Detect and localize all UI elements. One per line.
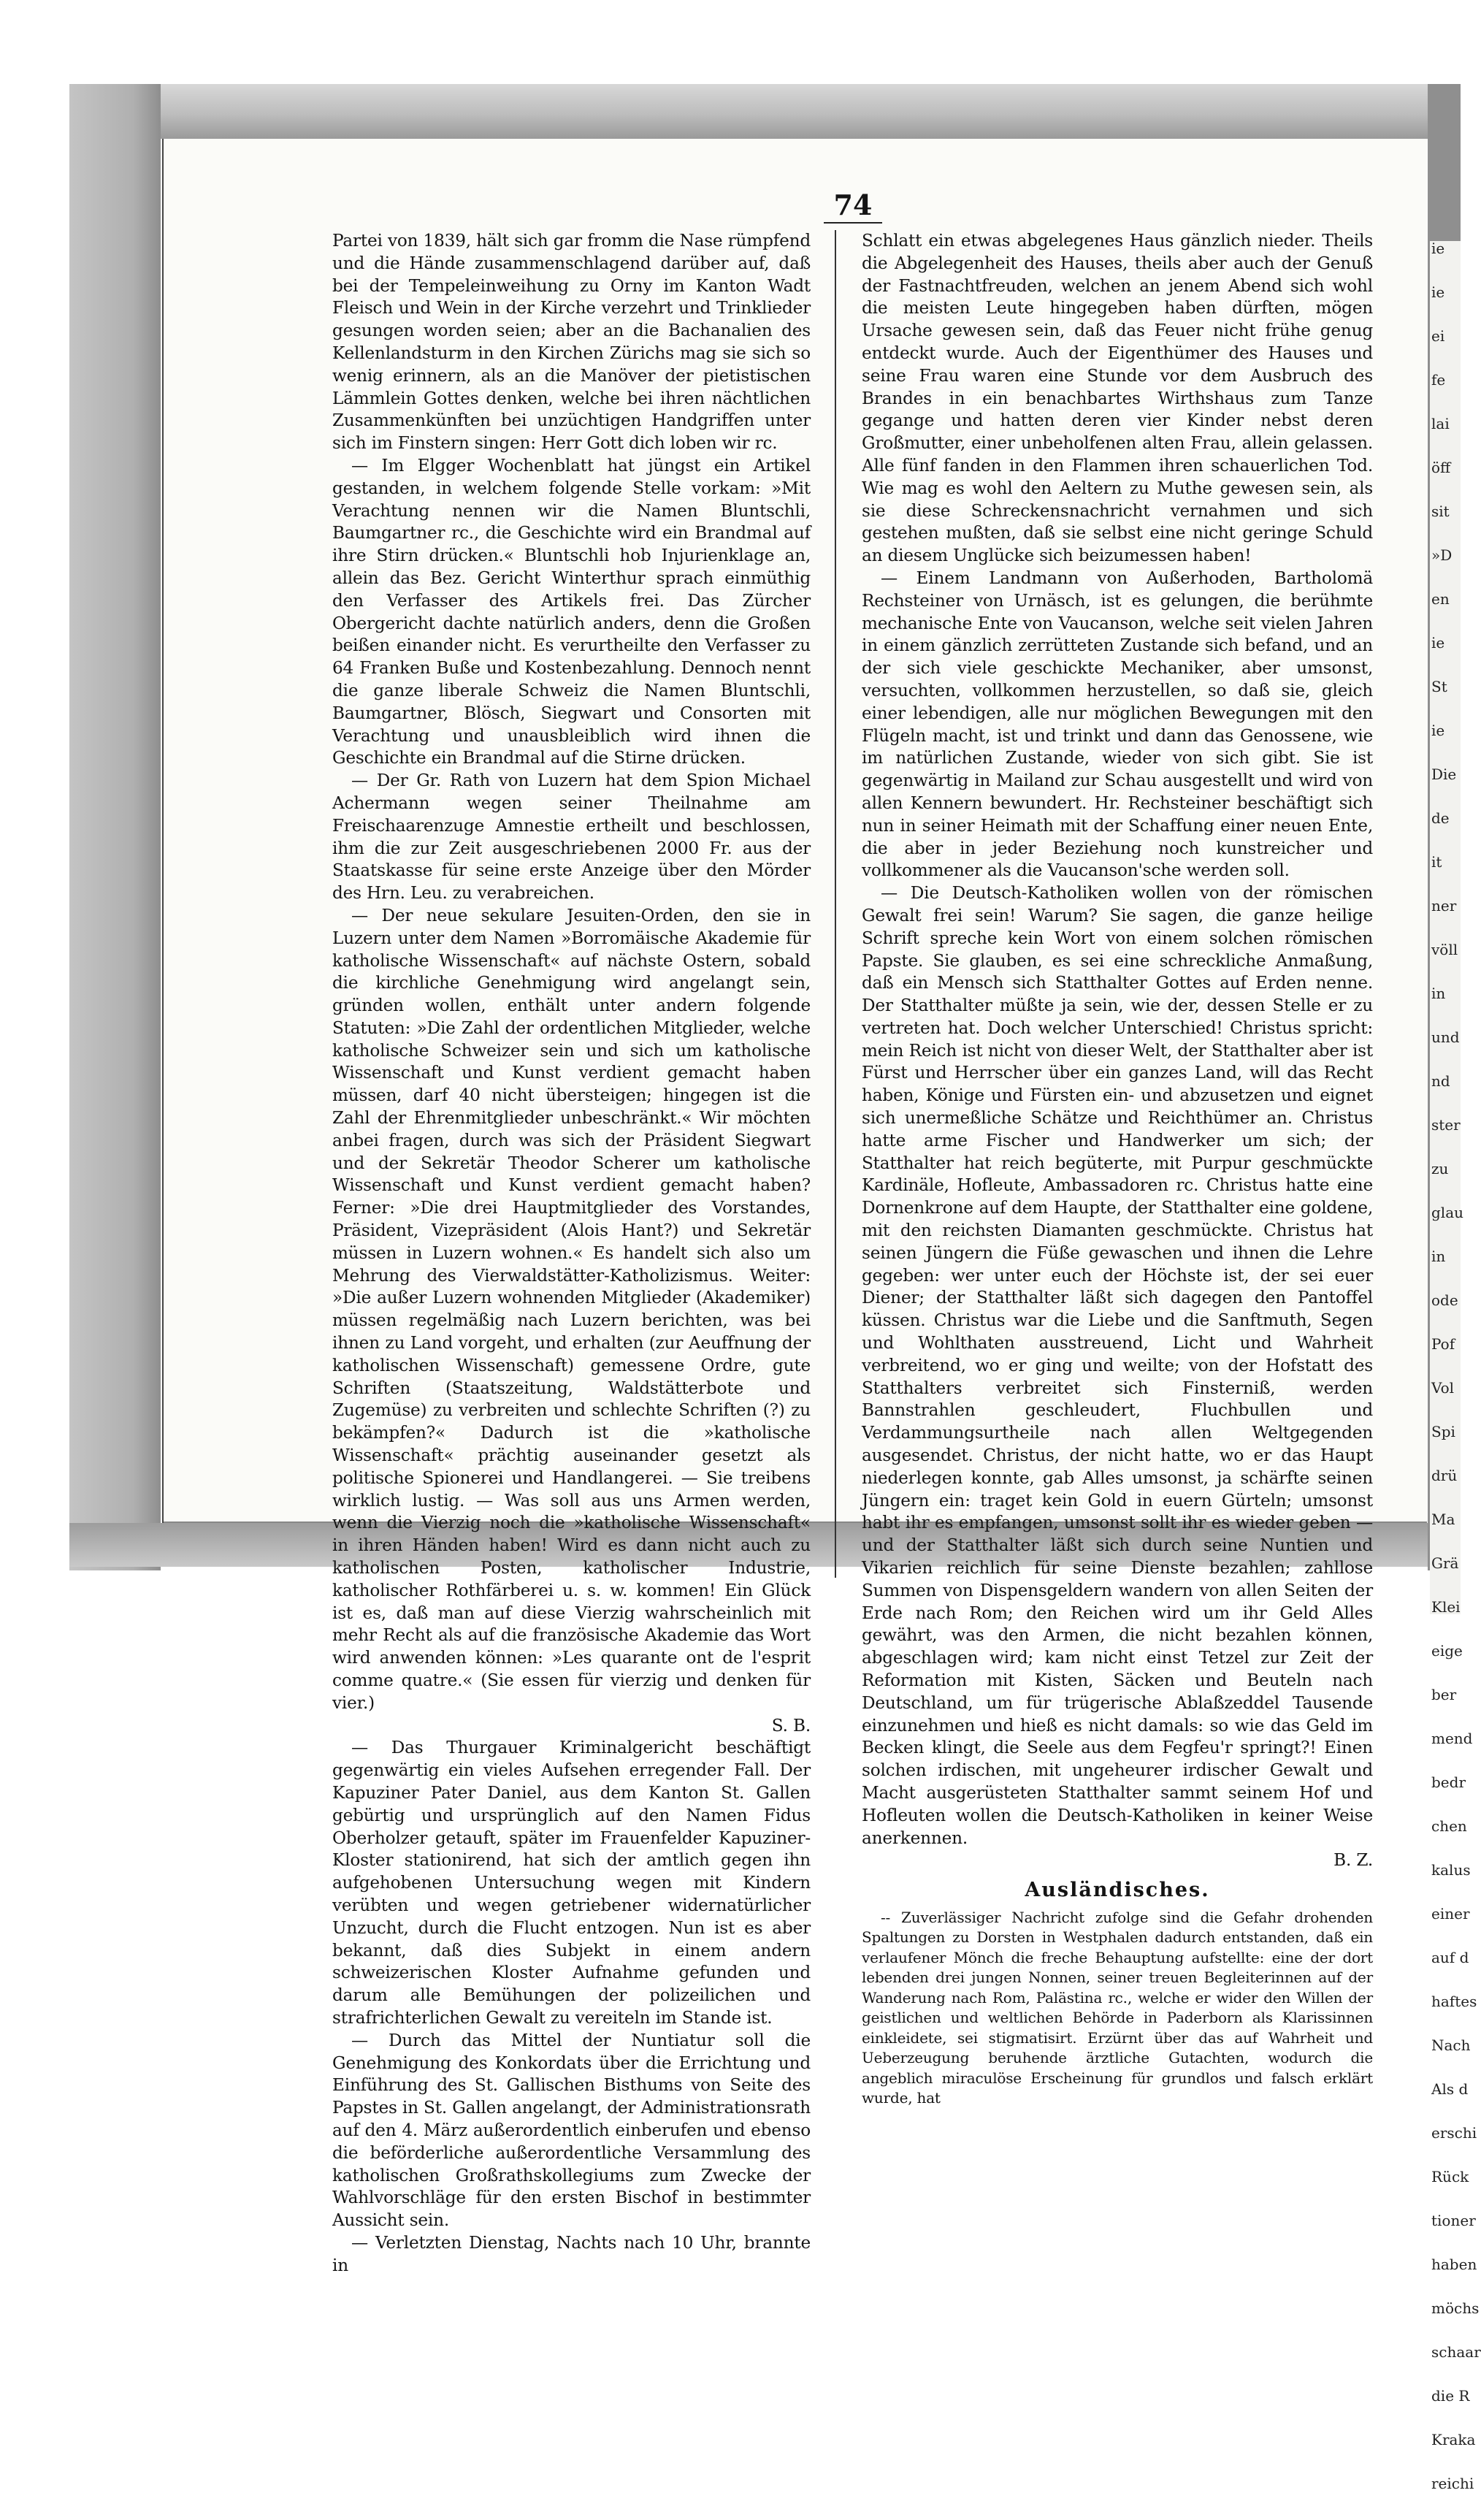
adjacent-page-fragment: sit (1431, 503, 1450, 520)
scan-border-top (69, 84, 1461, 139)
adjacent-page-fragment: schaar (1431, 2343, 1481, 2361)
adjacent-page-fragment: einer (1431, 1905, 1470, 1923)
adjacent-page-fragment: mend (1431, 1730, 1473, 1747)
adjacent-page-fragment: chen (1431, 1817, 1467, 1835)
foreign-news-paragraph: -- Zuverlässiger Nachricht zufolge sind die Gefahr drohenden Spaltungen zu Dorsten in Westphalen dadurch entstanden, daß ein verlaufener Mönch die freche Behauptung aufstellte: eine der dort lebenden drei jungen Nonnen, seiner treuen Begleiterinnen auf der Wanderung nach Rom, Palästina rc., welche er wider den Willen der geistlichen und weltlichen Behörde in Paderborn als Klarissinnen einkleidete, sei stigmatisirt. Erzürnt über das auf Wahrheit und Ueberzeugung beruhende ärztliche Gutachten, wodurch die angeblich miraculöse Erscheinung für grundlos und falsch erklärt wurde, hat (862, 1908, 1373, 2107)
article-paragraph: — Durch das Mittel der Nuntiatur soll die Genehmigung des Konkordats über die Errichtung und Einführung des St. Gallischen Bisthums von Seite des Papstes in St. Gallen angelangt, der Administrationsrath auf den 4. März außerordentlich einberufen und ebenso die beförderliche außerordentliche Versammlung des katholischen Großrathskollegiums zum Zwecke der Wahlvorschläge für den ersten Bischof in bestimmter Aussicht sein. (332, 2030, 811, 2231)
adjacent-page-fragment: Rück (1431, 2168, 1469, 2185)
adjacent-page-fragment: ie (1431, 722, 1445, 739)
article-paragraph: — Im Elgger Wochenblatt hat jüngst ein Artikel gestanden, in welchem folgende Stelle vorkam: »Mit Verachtung nennen wir die Namen Bluntschli, Baumgartner rc., die Geschichte wird ein Brandmal auf ihre Stirn drücken.« Bluntschli hob Injurienklage an, allein das Bez. Gericht Winterthur sprach einmüthig den Verfasser des Artikels frei. Das Zürcher Obergericht dachte natürlich anders, denn die Großen beißen einander nicht. Es verurtheilte den Verfasser zu 64 Franken Buße und Kostenbezahlung. Dennoch nennt die ganze liberale Schweiz die Namen Bluntschli, Baumgartner, Blösch, Siegwart und Consorten mit Verachtung und unausbleiblich wird ihnen die Geschichte ein Brandmal auf die Stirne drücken. (332, 455, 811, 768)
adjacent-page-fragment: fe (1431, 371, 1446, 389)
adjacent-page-fragment: Vol (1431, 1379, 1455, 1397)
adjacent-page-fragment: möchs (1431, 2299, 1480, 2317)
adjacent-page-fragment: Pof (1431, 1335, 1455, 1353)
adjacent-page-fragment: die R (1431, 2387, 1470, 2405)
adjacent-page-fragment: ei (1431, 327, 1445, 345)
adjacent-page-fragment: in (1431, 1248, 1446, 1265)
adjacent-page-fragment: ner (1431, 897, 1457, 915)
adjacent-page-fragment: Grä (1431, 1554, 1459, 1572)
adjacent-page-fragment: ster (1431, 1116, 1461, 1134)
adjacent-page-fragment: »D (1431, 546, 1453, 564)
adjacent-page-fragment: Spi (1431, 1423, 1455, 1440)
adjacent-page-fragment: zu (1431, 1160, 1449, 1177)
article-paragraph: — Der Gr. Rath von Luzern hat dem Spion Michael Achermann wegen seiner Theilnahme am Freischaarenzuge Amnestie ertheilt und beschlossen, ihm die zur Zeit ausgeschriebenen 2000 Fr. aus der Staatskasse für seine erste Anzeige über den Mörder des Hrn. Leu. zu verabreichen. (332, 771, 811, 904)
adjacent-page-fragment: völl (1431, 941, 1458, 958)
adjacent-page-fragment: drü (1431, 1467, 1458, 1484)
adjacent-page-fragment: in (1431, 985, 1446, 1002)
adjacent-page-fragment: ode (1431, 1291, 1458, 1309)
adjacent-page-fragment: reichi (1431, 2475, 1474, 2492)
adjacent-page-fragment: haben (1431, 2256, 1477, 2273)
middle-column (862, 230, 1373, 2107)
adjacent-page-fragment: en (1431, 590, 1450, 608)
adjacent-page-fragment: Als d (1431, 2080, 1469, 2098)
article-paragraph: — Das Thurgauer Kriminalgericht beschäftigt gegenwärtig ein vieles Aufsehen erregender Fall. Der Kapuziner Pater Daniel, aus dem Kanton St. Gallen gebürtig und ursprünglich auf den Namen Fidus Oberholzer getauft, später im Frauenfelder Kapuziner-Kloster stationirend, hat sich der amtlich gegen ihn aufgehobenen Untersuchung wegen mit Kindern verübten und wegen getriebener widernatürlicher Unzucht, durch die Flucht entzogen. Nun ist es aber bekannt, daß dies Subjekt in einem andern schweizerischen Kloster Aufnahme gefunden und darum alle Bemühungen der polizeilichen und strafrichterlichen Gewalt zu vereiteln im Stande ist. (332, 1738, 811, 2028)
column-divider (835, 230, 836, 1578)
left-column (332, 230, 811, 2275)
adjacent-page-strip (1430, 240, 1481, 2492)
adjacent-page-fragment: glau (1431, 1204, 1464, 1221)
article-paragraph: — Die Deutsch-Katholiken wollen von der römischen Gewalt frei sein! Warum? Sie sagen, die ganze heilige Schrift spreche kein Wort von einem solchen römischen Papste. Sie glauben, es sei eine schreckliche Anmaßung, daß ein Mensch sich Statthalter Gottes auf Erden nenne. Der Statthalter müßte ja sein, wie der, dessen Stelle er zu vertreten hat. Doch welcher Unterschied! Christus spricht: mein Reich ist nicht von dieser Welt, der Statthalter aber ist Fürst und Herrscher über ein ganzes Land, will das Recht haben, Könige und Fürsten ein- und abzusetzen und eignet sich unermeßliche Schätze und Reichthümer an. Christus hatte arme Fischer und Handwerker um sich; der Statthalter hat reich begüterte, mit Purpur geschmückte Kardinäle, Hofleute, Ambassadoren rc. Christus hatte eine Dornenkrone auf dem Haupte, der Statthalter eine goldene, mit den reichsten Diamanten geschmückte. Christus hat seinen Jüngern die Füße gewaschen und ihnen die Lehre gegeben: wer unter euch der Höchste ist, der sei euer Diener; der Statthalter läßt sich dagegen den Pantoffel küssen. Christus war die Liebe und die Sanftmuth, Segen und Wohlthaten ausstreuend, Licht und Wahrheit verbreitend, wo er ging und weilte; von der Hofstatt des Statthalters verbreitet sich Finsterniß, werden Bannstrahlen geschleudert, Fluchbullen und Verdammungsurtheile nach allen Weltgegenden ausgesendet. Christus, der nicht hatte, wo er das Haupt niederlegen konnte, gab Alles umsonst, ja schärfte seinen Jüngern ein: traget kein Gold in euern Gürteln; umsonst habt ihr es empfangen, umsonst sollt ihr es wieder geben — und der Statthalter läßt sich durch seine Nuntien und Vikarien reichlich für seine Dienste bezahlen; zahllose Summen von Dispensgeldern wandern von allen Seiten der Erde nach Rom; den Reichen wird um ihr Geld Alles gewährt, was den Armen, die nicht bezahlen können, abgeschlagen wird; kam nicht einst Tetzel zur Zeit der Reformation mit Kisten, Säcken und Beuteln nach Deutschland, um für trügerische Ablaßzeddel Tausende einzunehmen und hieß es nicht damals: so wie das Geld im Becken klingt, die Seele aus dem Fegfeu'r springt?! Einen solchen irdischen, mit ungeheurer irdischer Gewalt und Macht ausgerüsteten Statthalter sammt seinem Hof und Hofleuten wollen die Deutsch-Katholiken in keiner Weise anerkennen. (862, 883, 1373, 1848)
adjacent-page-fragment: de (1431, 809, 1450, 827)
adjacent-page-fragment: kalus (1431, 1861, 1471, 1879)
adjacent-page-fragment: erschi (1431, 2124, 1477, 2142)
adjacent-page-fragment: ber (1431, 1686, 1457, 1703)
article-signoff: B. Z. (1333, 1850, 1373, 1871)
adjacent-page-fragment: it (1431, 853, 1442, 871)
adjacent-page-fragment: eige (1431, 1642, 1463, 1660)
adjacent-page-fragment: Ma (1431, 1511, 1455, 1528)
adjacent-page-fragment: öff (1431, 459, 1451, 476)
adjacent-page-fragment: ie (1431, 240, 1445, 257)
adjacent-page-fragment: und (1431, 1028, 1460, 1046)
adjacent-page-fragment: Kraka (1431, 2431, 1476, 2448)
adjacent-page-fragment: tioner (1431, 2212, 1476, 2229)
adjacent-page-fragment: ie (1431, 634, 1445, 652)
adjacent-page-fragment: auf d (1431, 1949, 1469, 1966)
article-paragraph: — Verletzten Dienstag, Nachts nach 10 Uhr, brannte in (332, 2232, 811, 2275)
adjacent-page-fragment: lai (1431, 415, 1450, 432)
adjacent-page-fragment: Nach (1431, 2036, 1471, 2054)
adjacent-page-fragment: haftes (1431, 1993, 1477, 2010)
page-number: 74 (824, 188, 882, 224)
article-paragraph: Partei von 1839, hält sich gar fromm die Nase rümpfend und die Hände zusammenschlagend darüber auf, daß bei der Tempeleinweihung zu Orny im Kanton Wadt Fleisch und Wein in der Kirche verzehrt und Trinklieder gesungen worden seien; aber an die Bachanalien des Kellenlandsturm in den Kirchen Zürichs mag sie sich so wenig erinnern, als an die Manöver der pietistischen Lämmlein Gottes denken, welche bei ihren nächtlichen Zusammenkünften bei unzüchtigen Handgriffen unter sich im Finstern singen: Herr Gott dich loben wir rc. (332, 231, 811, 454)
scan-border-left (69, 84, 161, 1570)
article-signoff: S. B. (771, 1715, 811, 1736)
adjacent-page-fragment: ie (1431, 283, 1445, 301)
adjacent-page-fragment: bedr (1431, 1773, 1466, 1791)
adjacent-page-fragment: Die (1431, 765, 1457, 783)
article-paragraph: — Der neue sekulare Jesuiten-Orden, den sie in Luzern unter dem Namen »Borromäische Akademie für katholische Wissenschaft« auf nächste Ostern, sobald die kirchliche Genehmigung wird angelangt sein, gründen wollen, enthält unter andern folgende Statuten: »Die Zahl der ordentlichen Mitglieder, welche katholische Schweizer sein und sich um katholische Wissenschaft und Kunst verdient gemacht haben müssen, darf 40 nicht übersteigen; hingegen ist die Zahl der Ehrenmitglieder unbeschränkt.« Wir möchten anbei fragen, durch was sich der Präsident Siegwart und der Sekretär Theodor Scherer um katholische Wissenschaft und Kunst verdient gemacht haben? Ferner: »Die drei Hauptmitglieder des Vorstandes, Präsident, Vizepräsident (Alois Hant?) und Sekretär müssen in Luzern wohnen.« Es handelt sich also um Mehrung des Vierwaldstätter-Katholizismus. Weiter: »Die außer Luzern wohnenden Mitglieder (Akademiker) müssen regelmäßig nach Luzern berichten, was bei ihnen zu Land vorgeht, und erhalten (zur Aeuffnung der katholischen Wissenschaft) gemessene Ordre, gute Schriften (Staatszeitung, Waldstätterbote und Zugemüse) zu verbreiten und schlechte Schriften (?) zu bekämpfen?« Dadurch ist die »katholische Wissenschaft« prächtig auseinander gesetzt als politische Spionerei und Handlangerei. — Sie treibens wirklich lustig. — Was soll aus uns Armen werden, wenn die Vierzig noch die »katholische Wissenschaft« in ihren Händen haben! Wird es dann nicht auch zu katholischen Posten, katholischer Industrie, katholischer Rothfärberei u. s. w. kommen! Ein Glück ist es, daß man auf diese Vierzig wahrscheinlich mit mehr Recht als auf die französische Akademie das Wort wird anwenden können: »Les quarante ont de l'esprit comme quatre.« (Sie essen für vierzig und denken für vier.) (332, 905, 811, 1713)
article-paragraph: Schlatt ein etwas abgelegenes Haus gänzlich nieder. Theils die Abgelegenheit des Hauses, theils aber auch der Genuß der Fastnachtfreuden, welchen an jenem Abend sich wohl die meisten Leute hingegeben haben dürften, mögen Ursache gewesen sein, daß das Feuer nicht frühe genug entdeckt wurde. Auch der Eigenthümer des Hauses und seine Frau waren eine Stunde vor dem Ausbruch des Brandes in ein benachbartes Wirthshaus zum Tanze gegange und hatten deren vier Kinder nebst deren Großmutter, einer unbeholfenen alten Frau, allein gelassen. Alle fünf fanden in den Flammen ihren schauerlichen Tod. Wie mag es wohl den Aeltern zu Muthe gewesen sein, als sie diese Schreckensnachricht vernahmen und sich gestehen mußten, daß sie selbst eine nicht geringe Schuld an diesem Unglücke sich beizumessen haben! (862, 231, 1373, 566)
section-heading: Ausländisches. (1025, 1879, 1210, 1902)
adjacent-page-fragment: nd (1431, 1072, 1450, 1090)
adjacent-page-fragment: St (1431, 678, 1447, 695)
article-paragraph: — Einem Landmann von Außerhoden, Bartholomä Rechsteiner von Urnäsch, ist es gelungen, die berühmte mechanische Ente von Vaucanson, welche seit vielen Jahren in einem gänzlich zerrütteten Zustande sich befand, und an der sich viele geschickte Mechaniker, aber umsonst, versuchten, vollkommen herzustellen, so daß sie, gleich einer lebendigen, alle nur möglichen Bewegungen mit den Flügeln macht, ist und trinkt und dann das Genossene, wie im natürlichen Zustande, wieder von sich gibt. Sie ist gegenwärtig in Mailand zur Schau ausgestellt und wird von allen Kennern bewundert. Hr. Rechsteiner beschäftigt sich nun in seiner Heimath mit der Schaffung einer neuen Ente, die aber in jeder Beziehung noch kunstreicher und vollkommener als die Vaucanson'sche werden soll. (862, 568, 1373, 881)
adjacent-page-fragment: Klei (1431, 1598, 1461, 1616)
